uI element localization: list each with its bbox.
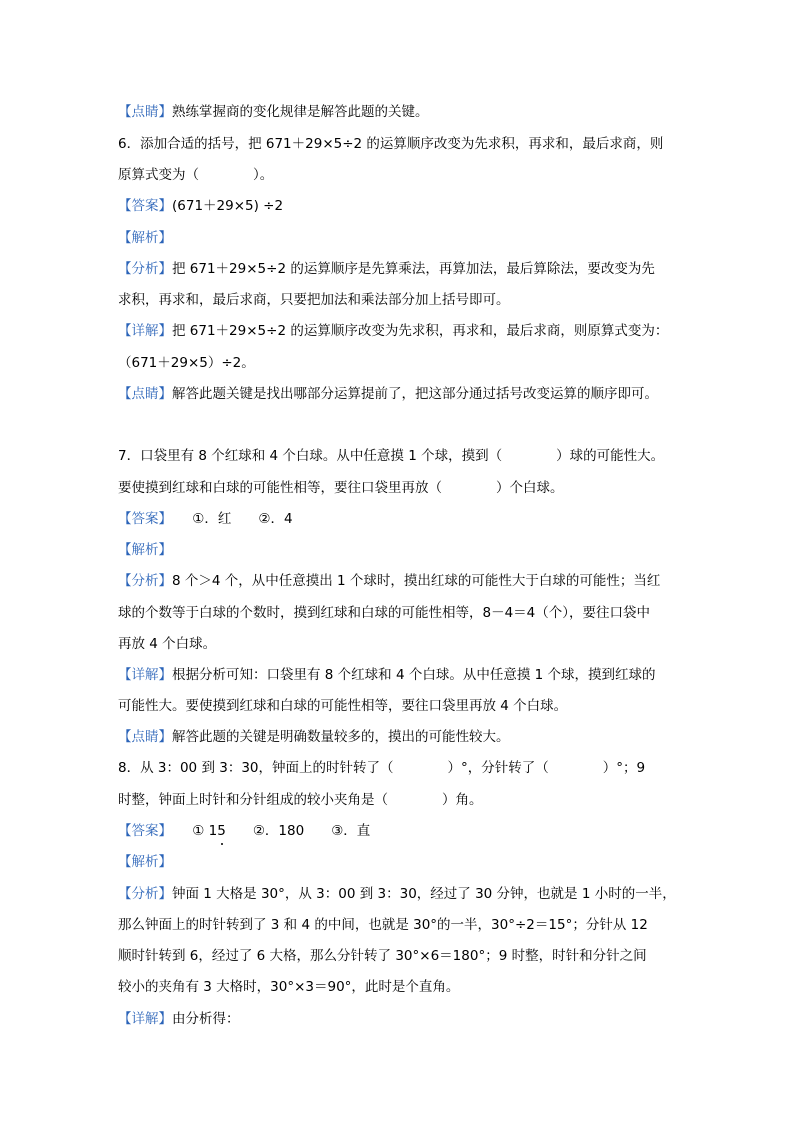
question-7-line-2 xyxy=(118,478,564,498)
text-line xyxy=(118,353,255,373)
text-line xyxy=(118,1009,240,1029)
text-line xyxy=(118,384,658,404)
section-tag: 【分析】 xyxy=(118,886,172,902)
text-line xyxy=(118,571,660,591)
section-tag: 【解析】 xyxy=(118,230,172,246)
line-text: 根据分析可知：口袋里有 8 个红球和 4 个白球。从中任意摸 1 个球，摸到红球的 xyxy=(172,667,656,683)
text-line xyxy=(118,727,510,747)
text-line xyxy=(118,321,668,341)
line-text: 球的个数等于白球的个数时，摸到红球和白球的可能性相等，8－4＝4（个），要往口袋中 xyxy=(118,605,651,621)
line-text: 求积，再求和，最后求商，只要把加法和乘法部分加上括号即可。 xyxy=(118,292,510,308)
line-text: 解答此题关键是找出哪部分运算提前了，把这部分通过括号改变运算的顺序即可。 xyxy=(172,386,658,402)
line-text: 由分析得： xyxy=(172,1011,240,1027)
section-tag: 【分析】 xyxy=(118,573,172,589)
line-text: 再放 4 个白球。 xyxy=(118,636,217,652)
section-tag: 【点睛】 xyxy=(118,386,172,402)
section-tag: 【分析】 xyxy=(118,261,172,277)
section-tag: 【点睛】 xyxy=(118,729,172,745)
text-line xyxy=(118,884,676,904)
section-tag: 【答案】 xyxy=(118,198,172,214)
line-text: 8．从 3：00 到 3：30，钟面上的时针转了（ ）°，分针转了（ ）°；9 xyxy=(118,760,646,776)
stray-dot-mark xyxy=(221,843,223,845)
text-line xyxy=(118,603,650,623)
text-line xyxy=(118,696,567,716)
section-tag: 【答案】 xyxy=(118,823,166,839)
line-text: （671＋29×5）÷2。 xyxy=(118,355,255,371)
line-text: 6．添加合适的括号，把 671＋29×5÷2 的运算顺序改变为先求积，再求和，最后求商，则 xyxy=(118,136,664,152)
line-text: 时整，钟面上时针和分针组成的较小夹角是（ ）角。 xyxy=(118,792,483,808)
answer-line xyxy=(118,821,370,841)
line-text: 钟面 1 大格是 30°，从 3：00 到 3：30，经过了 30 分钟，也就是 1 小时的一半， xyxy=(172,886,676,902)
section-tag: 【答案】 xyxy=(118,511,166,527)
analysis-heading xyxy=(118,852,172,872)
line-text: ① 15 ②．180 ③．直 xyxy=(165,823,371,839)
section-tag: 【解析】 xyxy=(118,854,172,870)
line-text: 7．口袋里有 8 个红球和 4 个白球。从中任意摸 1 个球，摸到（ ）球的可能性大。 xyxy=(118,448,665,464)
line-text: (671＋29×5) ÷2 xyxy=(172,198,284,214)
text-line xyxy=(118,946,647,966)
section-tag: 【详解】 xyxy=(118,667,172,683)
text-line xyxy=(118,290,510,310)
answer-line xyxy=(118,196,283,216)
line-text: 较小的夹角有 3 大格时，30°×3＝90°，此时是个直角。 xyxy=(118,979,460,995)
line-text: 要使摸到红球和白球的可能性相等，要往口袋里再放（ ）个白球。 xyxy=(118,480,564,496)
text-line xyxy=(118,915,648,935)
answer-line xyxy=(118,509,293,529)
question-6-line-2 xyxy=(118,165,273,185)
section-tag: 【解析】 xyxy=(118,542,172,558)
line-text: 顺时针转到 6，经过了 6 大格，那么分针转了 30°×6＝180°；9 时整，时针和分针之间 xyxy=(118,948,647,964)
question-7-line-1 xyxy=(118,446,664,466)
line-text: 那么钟面上的时针转到了 3 和 4 的中间，也就是 30°的一半，30°÷2＝15°；分针从 12 xyxy=(118,917,648,933)
section-tag: 【详解】 xyxy=(118,323,172,339)
analysis-heading xyxy=(118,540,172,560)
analysis-heading xyxy=(118,228,172,248)
line-text: 把 671＋29×5÷2 的运算顺序是先算乘法，再算加法，最后算除法，要改变为先 xyxy=(172,261,655,277)
text-line xyxy=(118,977,459,997)
text-line xyxy=(118,665,656,685)
line-text: 把 671＋29×5÷2 的运算顺序改变为先求积，再求和，最后求商，则原算式变为： xyxy=(172,323,669,339)
section-tag: 【点睛】 xyxy=(118,104,172,120)
line-text: 可能性大。要使摸到红球和白球的可能性相等，要往口袋里再放 4 个白球。 xyxy=(118,698,568,714)
text-line xyxy=(118,102,429,122)
line-text: 8 个＞4 个，从中任意摸出 1 个球时，摸出红球的可能性大于白球的可能性；当红 xyxy=(172,573,661,589)
line-text: ①．红 ②．4 xyxy=(165,511,293,527)
question-6-line-1 xyxy=(118,134,663,154)
section-tag: 【详解】 xyxy=(118,1011,172,1027)
line-text: 原算式变为（ ）。 xyxy=(118,167,274,183)
text-line xyxy=(118,259,655,279)
question-8-line-1 xyxy=(118,758,645,778)
line-text: 解答此题的关键是明确数量较多的，摸出的可能性较大。 xyxy=(172,729,510,745)
text-line xyxy=(118,634,216,654)
question-8-line-2 xyxy=(118,790,483,810)
line-text: 熟练掌握商的变化规律是解答此题的关键。 xyxy=(172,104,429,120)
